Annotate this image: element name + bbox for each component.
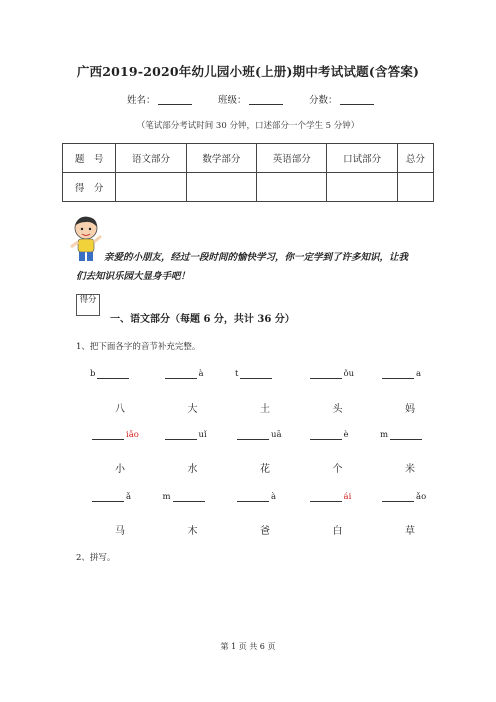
page-title: 广西2019-2020年幼儿园小班(上册)期中考试试题(含答案) xyxy=(76,64,420,79)
pinyin-text: t xyxy=(235,369,239,379)
pinyin-text: iǎo xyxy=(126,430,139,440)
pinyin-row xyxy=(90,430,440,440)
score-label: 分数： xyxy=(309,95,338,106)
character: 水 xyxy=(187,464,198,475)
pinyin-text: b xyxy=(90,369,96,379)
pinyin-item xyxy=(90,492,150,502)
header-cell: 英语部分 xyxy=(257,144,327,173)
score-cell[interactable] xyxy=(327,173,397,202)
pinyin-item xyxy=(163,369,223,379)
answer-blank[interactable] xyxy=(310,369,342,379)
answer-blank[interactable] xyxy=(382,369,414,379)
character: 白 xyxy=(332,526,343,537)
score-table-score-row xyxy=(63,173,434,202)
name-label: 姓名： xyxy=(127,95,156,106)
character: 草 xyxy=(405,526,415,537)
character: 妈 xyxy=(405,404,415,415)
pinyin-text: è xyxy=(343,430,349,440)
class-field xyxy=(218,92,283,106)
pinyin-item xyxy=(235,430,295,440)
answer-blank[interactable] xyxy=(390,430,422,440)
header-cell: 总分 xyxy=(397,144,433,173)
intro-text: 亲爱的小朋友，经过一段时间的愉快学习，你一定学到了许多知识，让我 xyxy=(104,252,409,263)
pinyin-item xyxy=(380,369,440,379)
intro-text-continued: 们去知识乐园大显身手吧！ xyxy=(76,271,191,282)
header-cell: 题 号 xyxy=(63,144,116,173)
pinyin-text: ǒu xyxy=(343,369,355,379)
pinyin-text: uā xyxy=(271,430,282,440)
score-blank[interactable] xyxy=(340,94,374,105)
pinyin-item xyxy=(90,369,150,379)
pinyin-text: ǎo xyxy=(416,492,427,502)
answer-blank[interactable] xyxy=(237,492,269,502)
character: 八 xyxy=(115,404,125,415)
score-table xyxy=(62,143,434,202)
header-cell: 口试部分 xyxy=(327,144,397,173)
character-row xyxy=(90,460,440,475)
pinyin-text: m xyxy=(162,492,171,502)
cartoon-boy-illustration xyxy=(66,214,104,264)
answer-blank[interactable] xyxy=(97,369,129,379)
answer-blank[interactable] xyxy=(237,430,269,440)
character: 米 xyxy=(405,464,415,475)
pinyin-item xyxy=(235,369,295,379)
pinyin-row xyxy=(90,492,440,502)
character: 头 xyxy=(332,404,343,415)
name-field xyxy=(127,92,192,106)
pinyin-item xyxy=(163,430,223,440)
answer-blank[interactable] xyxy=(310,430,342,440)
score-cell[interactable] xyxy=(397,173,433,202)
score-cell[interactable] xyxy=(257,173,327,202)
pinyin-item xyxy=(308,369,368,379)
question-1: 1、把下面各字的音节补充完整。 xyxy=(76,342,201,352)
score-cell[interactable] xyxy=(116,173,186,202)
answer-blank[interactable] xyxy=(165,430,197,440)
header-cell: 语文部分 xyxy=(116,144,186,173)
pinyin-text: ái xyxy=(343,492,352,502)
character: 马 xyxy=(115,526,125,537)
pinyin-item xyxy=(90,430,150,440)
name-blank[interactable] xyxy=(158,94,192,105)
character: 小 xyxy=(115,464,125,475)
answer-blank[interactable] xyxy=(310,492,342,502)
pinyin-item xyxy=(235,492,295,502)
class-blank[interactable] xyxy=(249,94,283,105)
section-score-box xyxy=(76,294,100,316)
character: 爸 xyxy=(260,526,270,537)
pinyin-text: à xyxy=(271,492,277,502)
answer-blank[interactable] xyxy=(240,369,272,379)
pinyin-text: uǐ xyxy=(198,430,207,440)
class-label: 班级： xyxy=(218,95,247,106)
header-cell: 数学部分 xyxy=(186,144,256,173)
pinyin-text: à xyxy=(198,369,204,379)
score-box-label: 得分 xyxy=(79,295,97,305)
score-table-header-row xyxy=(63,144,434,173)
pinyin-text: ǎ xyxy=(126,492,132,502)
section-heading-chinese: 一、语文部分（每题 6 分，共计 36 分） xyxy=(110,314,295,325)
page-footer: 第 1 页 共 6 页 xyxy=(220,642,276,651)
character: 木 xyxy=(187,526,198,537)
answer-blank[interactable] xyxy=(92,492,124,502)
score-field xyxy=(309,92,374,106)
character: 大 xyxy=(187,404,198,415)
exam-note: （笔试部分考试时间 30 分钟，口述部分一个学生 5 分钟） xyxy=(136,121,360,131)
score-cell[interactable] xyxy=(186,173,256,202)
pinyin-item xyxy=(380,492,440,502)
answer-blank[interactable] xyxy=(165,369,197,379)
answer-blank[interactable] xyxy=(382,492,414,502)
pinyin-row xyxy=(90,369,440,379)
character: 花 xyxy=(260,464,270,475)
character-row xyxy=(90,522,440,537)
answer-blank[interactable] xyxy=(92,430,124,440)
character-row xyxy=(90,400,440,415)
character: 个 xyxy=(332,464,343,475)
answer-blank[interactable] xyxy=(173,492,205,502)
pinyin-item xyxy=(163,492,223,502)
row-label: 得 分 xyxy=(63,173,116,202)
pinyin-item xyxy=(308,430,368,440)
character: 土 xyxy=(260,404,270,415)
pinyin-text: a xyxy=(416,369,422,379)
pinyin-text: m xyxy=(380,430,389,440)
pinyin-item xyxy=(380,430,440,440)
question-2: 2、拼写。 xyxy=(76,553,116,563)
pinyin-item xyxy=(308,492,368,502)
